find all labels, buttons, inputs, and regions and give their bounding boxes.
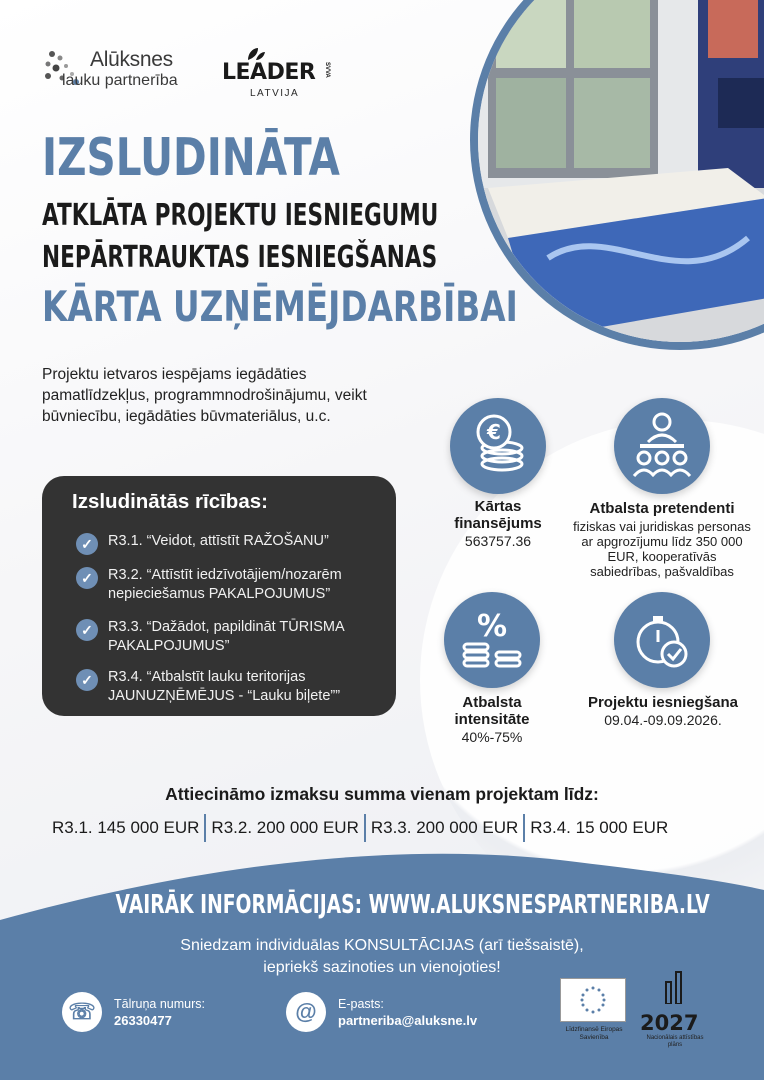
coins-euro-icon — [450, 398, 546, 494]
cost-separator — [204, 814, 206, 842]
email-value: partneriba@aluksne.lv — [338, 1012, 478, 1028]
headline-line4: KĀRTA UZŅĒMĒJDARBĪBAI — [42, 282, 518, 331]
check-icon: ✓ — [76, 619, 98, 641]
bars-icon — [662, 970, 702, 1004]
email-label: E-pasts: — [338, 996, 384, 1011]
action-item — [76, 668, 386, 706]
intensity-title: Atbalsta intensitāte — [454, 694, 530, 728]
submission-value: 09.04.-09.09.2026. — [604, 712, 722, 728]
eu-flag-icon — [560, 978, 626, 1022]
stopwatch-check-icon — [614, 592, 710, 688]
funding-block — [430, 498, 566, 549]
logo-text-line1: Alūksnes — [90, 48, 173, 71]
cost-item: R3.3. 200 000 EUR — [370, 818, 519, 837]
headline-line1: IZSLUDINĀTA — [42, 128, 340, 188]
intro-text: Projektu ietvaros iespējams iegādāties pamatlīdzekļus, programmnodrošinājumu, veikt būvniecību, iegādāties būvmateriālus, u.c. — [42, 366, 367, 425]
check-icon: ✓ — [76, 669, 98, 691]
cost-item: R3.4. 15 000 EUR — [530, 818, 669, 837]
submission-block — [580, 694, 746, 728]
phone-icon: ☏ — [62, 992, 102, 1032]
applicants-block — [572, 500, 752, 579]
eu-caption: Līdzfinansē Eiropas Savienība — [565, 1026, 623, 1041]
percent-coins-icon — [444, 592, 540, 688]
cost-item: R3.2. 200 000 EUR — [211, 818, 359, 837]
action-text: R3.4. “Atbalstīt lauku teritorijas JAUNUZŅĒMĒJUS - “Lauku biļete”” — [108, 669, 341, 704]
applicants-value: fiziskas vai juridiskas personas ar apgrozījumu līdz 350 000 EUR, kooperatīvās sabiedrības, pašvaldības — [573, 519, 751, 579]
more-info-text[interactable]: VAIRĀK INFORMĀCIJAS: WWW.ALUKSNESPARTNERIBA.LV — [115, 890, 710, 920]
costs-row — [52, 814, 668, 842]
applicants-title: Atbalsta pretendenti — [589, 500, 735, 517]
submission-title: Projektu iesniegšana — [587, 694, 739, 711]
funding-title: Kārtas finansējums — [454, 498, 542, 532]
leader-country: LATVIJA — [250, 88, 300, 99]
action-text: R3.1. “Veidot, attīstīt RAŽOŠANU” — [108, 533, 329, 549]
cost-item: R3.1. 145 000 EUR — [52, 818, 200, 837]
cost-separator — [523, 814, 525, 842]
nap-2027-logo — [640, 970, 710, 1049]
aluksnes-partneriba-logo — [42, 46, 192, 102]
office-photo — [478, 0, 764, 342]
intensity-value: 40%-75% — [461, 729, 523, 745]
svg-text:€: € — [487, 420, 501, 444]
actions-title: Izsludinātās rīcības: — [72, 490, 268, 513]
action-item — [76, 618, 386, 656]
headline-line2: ATKLĀTA PROJEKTU IESNIEGUMU — [42, 198, 439, 233]
nap-year: 2027 — [640, 1011, 699, 1035]
at-icon: @ — [286, 992, 326, 1032]
consult-line2: iepriekš sazinoties un vienojoties! — [263, 959, 501, 976]
logo-text-line2: lauku partnerība — [62, 72, 178, 89]
leader-logo — [220, 46, 340, 102]
consult-line1: Sniedzam individuālas KONSULTĀCIJAS (arī tiešsaistē), — [180, 937, 584, 954]
eu-cofunded-logo — [560, 978, 628, 1042]
headline-line3: NEPĀRTRAUKTAS IESNIEGŠANAS — [42, 240, 438, 275]
cost-separator — [364, 814, 366, 842]
funding-value: 563757.36 — [464, 533, 532, 549]
action-item — [76, 566, 386, 604]
svg-text:%: % — [476, 609, 508, 644]
intensity-block — [424, 694, 560, 745]
action-text: R3.3. “Dažādot, papildināt TŪRISMA PAKALPOJUMUS” — [108, 619, 344, 654]
more-info-banner — [0, 890, 764, 920]
costs-heading: Attiecināmo izmaksu summa vienam projektam līdz: — [165, 784, 599, 804]
action-text: R3.2. “Attīstīt iedzīvotājiem/nozarēm nepieciešamus PAKALPOJUMUS” — [108, 567, 342, 602]
phone-value: 26330477 — [114, 1012, 172, 1028]
check-icon: ✓ — [76, 533, 98, 555]
action-item — [76, 532, 386, 555]
check-icon: ✓ — [76, 567, 98, 589]
people-group-icon — [614, 398, 710, 494]
email-contact[interactable] — [286, 992, 477, 1032]
leader-svva: SVVA — [324, 62, 330, 78]
nap-caption: Nacionālais attīstības plāns — [646, 1035, 704, 1048]
actions-box — [42, 476, 396, 716]
leader-word: LEADER — [222, 60, 316, 85]
phone-label: Tālruņa numurs: — [114, 996, 206, 1011]
phone-contact[interactable] — [62, 992, 205, 1032]
